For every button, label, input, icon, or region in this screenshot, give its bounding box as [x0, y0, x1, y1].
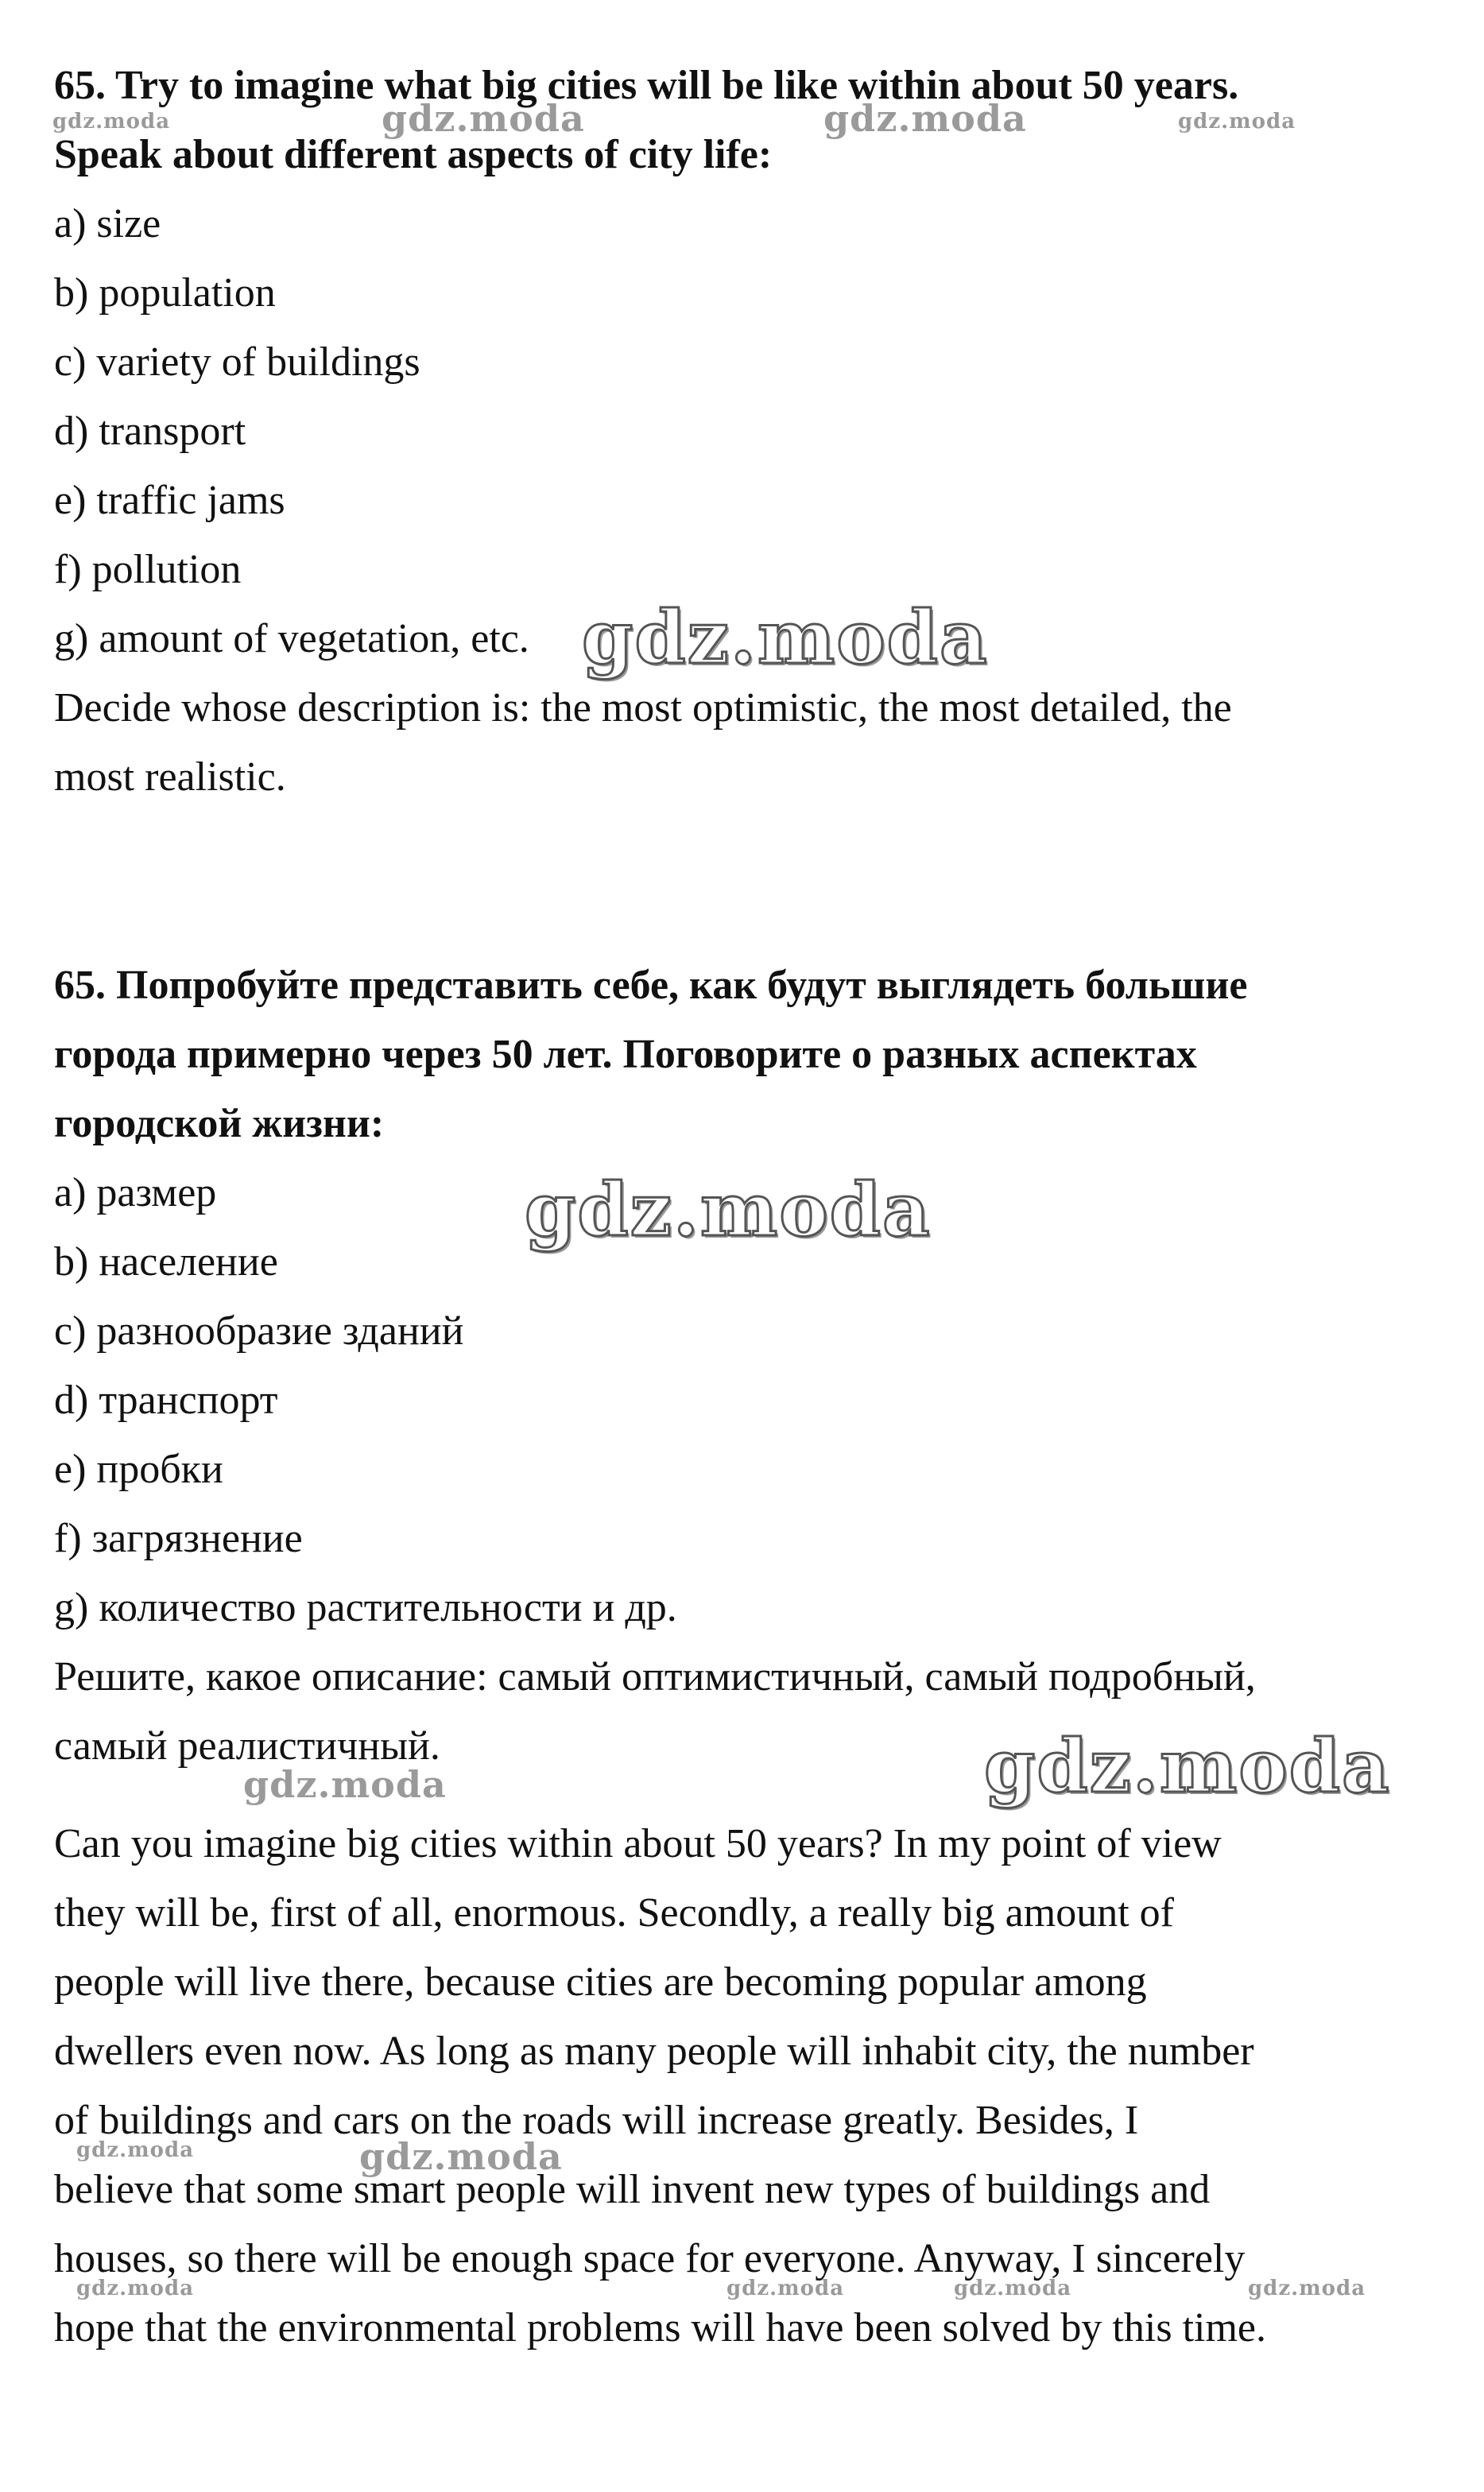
watermark: gdz.moda [525, 1167, 932, 1253]
answer-line: believe that some smart people will invent new types of buildings and [54, 2167, 1211, 2212]
english-item: d) transport [54, 409, 246, 454]
english-item: b) population [54, 270, 276, 316]
watermark: gdz.moda [76, 2277, 195, 2300]
watermark: gdz.moda [243, 1763, 447, 1806]
watermark: gdz.moda [823, 97, 1027, 140]
english-item: a) size [54, 201, 161, 246]
russian-item: a) размер [54, 1170, 217, 1215]
answer-line: hope that the environmental problems will have been solved by this time. [54, 2305, 1266, 2351]
russian-item: e) пробки [54, 1447, 223, 1492]
english-decide-line-2: most realistic. [54, 754, 286, 800]
russian-decide-line-1: Решите, какое описание: самый оптимистичный, самый подробный, [54, 1654, 1256, 1699]
english-heading-line-2: Speak about different aspects of city life: [54, 132, 773, 177]
russian-item: b) население [54, 1239, 278, 1285]
english-heading-line-1: 65. Try to imagine what big cities will be like within about 50 years. [54, 63, 1239, 108]
russian-item: g) количество растительности и др. [54, 1585, 677, 1630]
russian-item: d) транспорт [54, 1378, 278, 1423]
watermark: gdz.moda [727, 2277, 845, 2300]
russian-item: f) загрязнение [54, 1516, 303, 1561]
watermark: gdz.moda [359, 2135, 563, 2178]
english-decide-line-1: Decide whose description is: the most optimistic, the most detailed, the [54, 685, 1232, 731]
watermark: gdz.moda [984, 1723, 1391, 1809]
watermark: gdz.moda [76, 2138, 195, 2162]
answer-line: they will be, first of all, enormous. Secondly, a really big amount of [54, 1890, 1174, 1936]
english-item: c) variety of buildings [54, 339, 420, 385]
russian-item: c) разнообразие зданий [54, 1308, 464, 1354]
russian-heading-line-1: 65. Попробуйте представить себе, как будут выглядеть большие [54, 963, 1248, 1008]
answer-line: dwellers even now. As long as many people will inhabit city, the number [54, 2029, 1254, 2074]
russian-decide-line-2: самый реалистичный. [54, 1723, 440, 1769]
russian-heading-line-2: города примерно через 50 лет. Поговорите о разных аспектах [54, 1032, 1197, 1077]
english-item: e) traffic jams [54, 478, 285, 523]
watermark: gdz.moda [1178, 110, 1296, 134]
watermark: gdz.moda [1248, 2277, 1366, 2300]
watermark: gdz.moda [52, 110, 171, 134]
watermark: gdz.moda [954, 2277, 1072, 2300]
russian-heading-line-3: городской жизни: [54, 1101, 385, 1146]
answer-line: of buildings and cars on the roads will increase greatly. Besides, I [54, 2098, 1139, 2143]
watermark: gdz.moda [582, 595, 989, 680]
english-item: g) amount of vegetation, etc. [54, 616, 529, 661]
watermark: gdz.moda [382, 97, 585, 140]
answer-line: Can you imagine big cities within about 50 years? In my point of view [54, 1821, 1222, 1866]
english-item: f) pollution [54, 547, 242, 592]
answer-line: houses, so there will be enough space for everyone. Anyway, I sincerely [54, 2236, 1246, 2281]
answer-line: people will live there, because cities are becoming popular among [54, 1959, 1147, 2005]
